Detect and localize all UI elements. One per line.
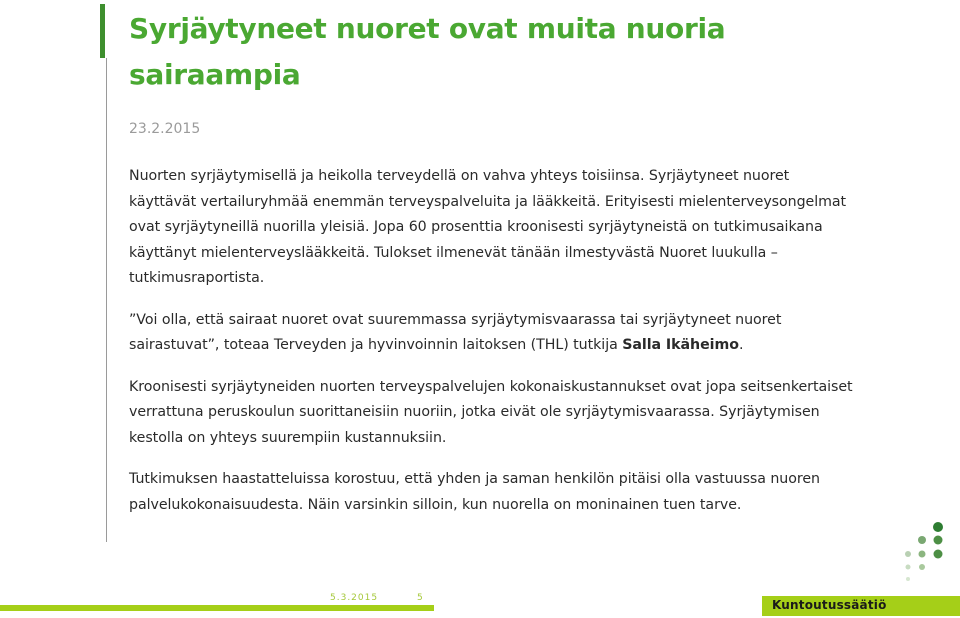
logo-dot	[919, 551, 926, 558]
logo-dot	[934, 550, 943, 559]
footer-date: 5.3.2015	[330, 593, 379, 603]
article-body	[129, 164, 859, 534]
article-screenshot	[129, 6, 859, 513]
paragraph-4: Tutkimuksen haastatteluissa korostuu, että yhden ja saman henkilön pitäisi olla vastuussa nuoren palvelukokonaisuudesta. Näin varsinkin silloin, kun nuorella on moninainen tuen tarve.	[129, 471, 820, 513]
logo-dot	[905, 551, 911, 557]
researcher-name: Salla Ikäheimo	[622, 337, 739, 353]
logo-dot	[919, 564, 925, 570]
paragraph-2-end: .	[738, 337, 744, 353]
logo-dot	[906, 565, 911, 570]
paragraph-2-text: ”Voi olla, että sairaat nuoret ovat suuremmassa syrjäytymisvaarassa tai syrjäytyneet nuoret sairastuvat”, toteaa Terveyden ja hyvinvoinnin laitoksen (THL) tutkija	[129, 311, 782, 353]
content-divider-line	[106, 58, 107, 542]
logo-dot	[918, 536, 926, 544]
title-accent-bar	[100, 4, 105, 58]
article-date: 23.2.2015	[129, 121, 201, 137]
article-title: Syrjäytyneet nuoret ovat muita nuoria sairaampia	[129, 12, 726, 91]
footer-page-number: 5	[417, 593, 423, 603]
paragraph-1: Nuorten syrjäytymisellä ja heikolla terveydellä on vahva yhteys toisiinsa. Syrjäytyneet nuoret käyttävät vertailuryhmää enemmän terveyspalveluita ja lääkkeitä. Erityisesti mielenterveysongelmat ovat syrjäytyneillä nuorilla yleisiä. Jopa 60 prosenttia kroonisesti syrjäytyneistä on tutkimusaikana käyttänyt mielenterveyslääkkeitä. Tulokset ilmenevät tänään ilmestyvästä Nuoret luukulla –tutkimusraportista.	[129, 168, 847, 286]
brand-name: Kuntoutussäätiö	[772, 598, 887, 612]
footer-green-line	[0, 605, 434, 611]
logo-dot	[934, 536, 943, 545]
paragraph-2	[129, 308, 859, 359]
paragraph-3: Kroonisesti syrjäytyneiden nuorten terveyspalvelujen kokonaiskustannukset ovat jopa seitsenkertaiset verrattuna peruskoulun suorittaneisiin nuoriin, jotka eivät ole syrjäytymisvaarassa. Syrjäytymisen kestolla on yhteys suurempiin kustannuksiin.	[129, 378, 853, 446]
logo-dot	[933, 522, 943, 532]
logo-dot	[906, 577, 910, 581]
dot-grid-logo-icon	[900, 520, 950, 584]
